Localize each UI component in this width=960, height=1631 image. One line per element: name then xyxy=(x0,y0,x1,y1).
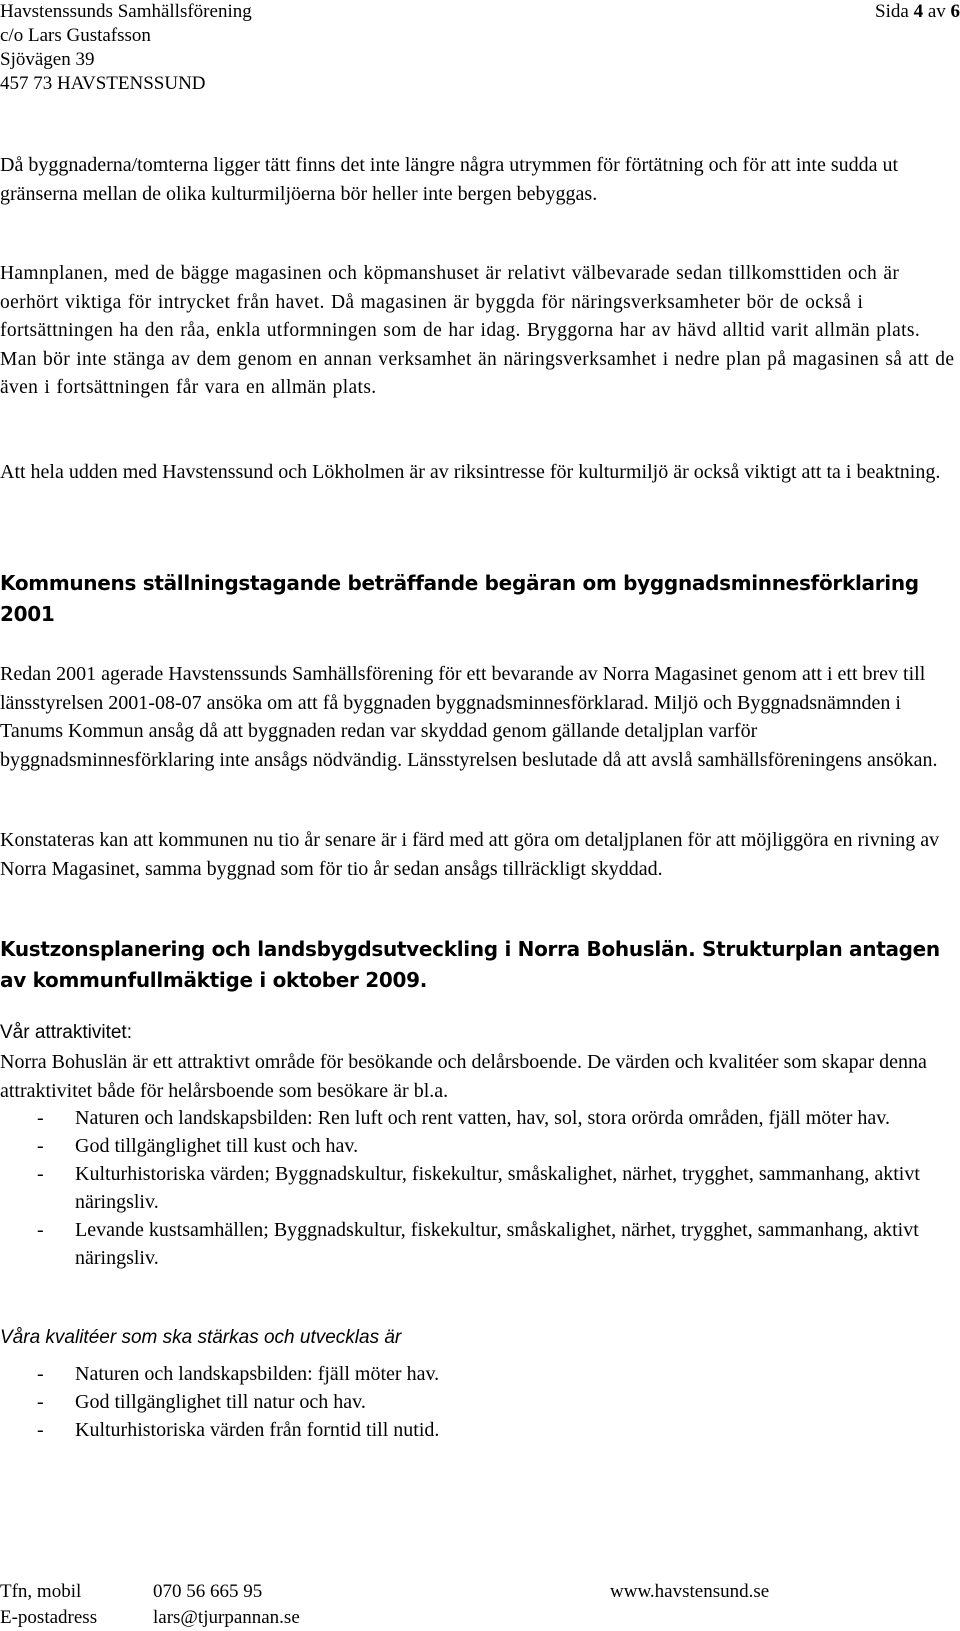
list-item: - Naturen och landskapsbilden: fjäll möter hav. xyxy=(37,1363,440,1385)
list-item: - Naturen och landskapsbilden: Ren luft och rent vatten, hav, sol, stora orörda områden, fjäll möter hav. xyxy=(37,1107,890,1129)
subheading-attractiveness: Vår attraktivitet: xyxy=(0,1022,132,1043)
postal-address: 457 73 HAVSTENSSUND xyxy=(0,73,206,94)
website-link[interactable]: www.havstensund.se xyxy=(610,1581,770,1602)
care-of: c/o Lars Gustafsson xyxy=(0,25,151,46)
org-name: Havstenssunds Samhällsförening xyxy=(0,1,252,22)
paragraph-harbour xyxy=(0,260,960,403)
paragraph-attractiveness: Norra Bohuslän är ett attraktivt område för besökande och delårsboende. De värden och kvalitéer som skapar denna attraktivitet både för helårsboende som besökare är bl.a. xyxy=(0,1051,927,1102)
section-heading-2001: Kommunens ställningstagande beträffande begäran om byggnadsminnesförklaring 2001 xyxy=(0,571,919,626)
harbour-text-a: Hamnplanen, med de bägge magasinen och köpmanshuset är relativt välbevarade sedan tillkomsttiden och är oerhört viktiga för intrycket från havet. xyxy=(0,263,900,313)
list-values xyxy=(0,1104,960,1272)
page-total: 6 xyxy=(950,1,960,22)
page-number: Sida 4 av 6 xyxy=(875,1,960,22)
email-link[interactable]: lars@tjurpannan.se xyxy=(153,1607,300,1628)
email-label: E-postadress xyxy=(0,1607,98,1628)
paragraph-2001-application: Redan 2001 agerade Havstenssunds Samhällsförening för ett bevarande av Norra Magasinet genom att i ett brev till länsstyrelsen 2001-08-07 ansöka om att få byggnaden byggnadsminnesförklarad. Miljö och Byggnadsnämnden i Tanums Kommun ansåg då att byggnaden redan var skyddad genom gällande detaljplan varför byggnadsminnesförklaring inte ansågs nödvändig. Länsstyrelsen beslutade då att avslå samhällsföreningens ansökan. xyxy=(0,663,938,771)
section-heading-coastal-planning: Kustzonsplanering och landsbygdsutveckling i Norra Bohuslän. Strukturplan antagen av kommunfullmäktige i oktober 2009. xyxy=(0,937,940,992)
subheading-qualities: Våra kvalitéer som ska stärkas och utvecklas är xyxy=(0,1327,402,1348)
list-qualities xyxy=(0,1360,960,1444)
list-item: - God tillgänglighet till kust och hav. xyxy=(37,1135,359,1157)
list-item: - Kulturhistoriska värden; Byggnadskultur, fiskekultur, småskalighet, närhet, trygghet, sammanhang, aktivt näringsliv. xyxy=(37,1163,920,1213)
list-item: - Kulturhistoriska värden från forntid till nutid. xyxy=(37,1419,440,1441)
paragraph-conclusion: Konstateras kan att kommunen nu tio år senare är i färd med att göra om detaljplanen för att möjliggöra en rivning av Norra Magasinet, samma byggnad som för tio år sedan ansågs tillräckligt skyddad. xyxy=(0,829,940,880)
harbour-text-b: Då magasinen är byggda för näringsverksamheter bör de också i fortsättningen ha den råa, enkla utformningen som de har idag. Bryggorna har av hävd alltid varit allmän plats. xyxy=(0,291,921,341)
paragraph-national-interest: Att hela udden med Havstenssund och Lökholmen är av riksintresse för kulturmiljö är också viktigt att ta i beaktning. xyxy=(0,461,941,483)
list-item: - God tillgänglighet till natur och hav. xyxy=(37,1391,366,1413)
street-address: Sjövägen 39 xyxy=(0,49,95,70)
harbour-text-c: Man bör inte stänga av dem genom en annan verksamhet än näringsverksamhet i nedre plan på magasinen så att de även i fortsättningen får vara en allmän plats. xyxy=(0,348,955,398)
phone-label: Tfn, mobil xyxy=(0,1581,82,1602)
page-current: 4 xyxy=(913,1,924,22)
paragraph-density: Då byggnaderna/tomterna ligger tätt finns det inte längre några utrymmen för förtätning och för att inte sudda ut gränserna mellan de olika kulturmiljöerna bör heller inte bergen bebyggas. xyxy=(0,154,899,205)
list-item: - Levande kustsamhällen; Byggnadskultur, fiskekultur, småskalighet, närhet, trygghet, sammanhang, aktivt näringsliv. xyxy=(37,1219,919,1269)
phone-number: 070 56 665 95 xyxy=(153,1581,263,1602)
